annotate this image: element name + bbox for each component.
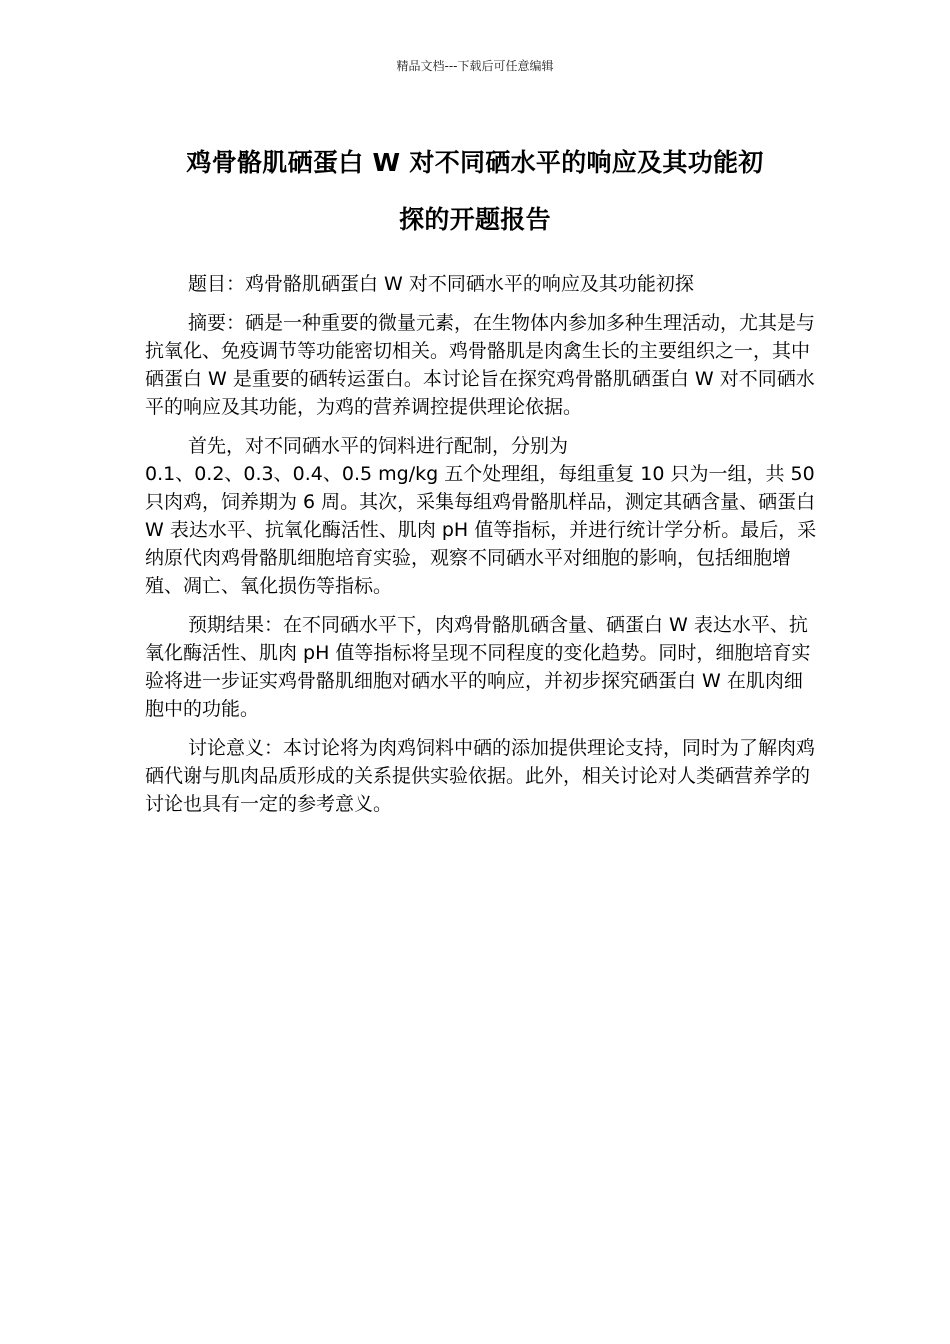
title-line-1: 鸡骨骼肌硒蛋白 W 对不同硒水平的响应及其功能初 [186, 148, 764, 177]
paragraph-methods-body: 0.1、0.2、0.3、0.4、0.5 mg/kg 五个处理组，每组重复 10 只为一组，共 50 只肉鸡，饲养期为 6 周。其次，采集每组鸡骨骼肌样品，测定其硒含量、硒蛋白 W 表达水平、抗氧化酶活性、肌肉 pH 值等指标，并进行统计学分析。最后，采纳原代肉鸡骨骼肌细胞培育实验，观察不同硒水平对细胞的影响，包括细胞增殖、凋亡、氧化损伤等指标。 [145, 463, 817, 597]
paragraph-methods-first-line: 首先，对不同硒水平的饲料进行配制，分别为 [188, 435, 569, 457]
paragraph-methods [145, 432, 820, 600]
document-title [140, 134, 810, 248]
paragraph-significance: 讨论意义：本讨论将为肉鸡饲料中硒的添加提供理论支持，同时为了解肉鸡硒代谢与肌肉品质形成的关系提供实验依据。此外，相关讨论对人类硒营养学的讨论也具有一定的参考意义。 [145, 737, 816, 815]
paragraph-expected-results: 预期结果：在不同硒水平下，肉鸡骨骼肌硒含量、硒蛋白 W 表达水平、抗氧化酶活性、肌肉 pH 值等指标将呈现不同程度的变化趋势。同时，细胞培育实验将进一步证实鸡骨骼肌细胞对硒水平的响应，并初步探究硒蛋白 W 在肌肉细胞中的功能。 [145, 614, 811, 720]
title-line-2: 探的开题报告 [399, 205, 551, 234]
paragraph-abstract: 摘要：硒是一种重要的微量元素，在生物体内参加多种生理活动，尤其是与抗氧化、免疫调节等功能密切相关。鸡骨骼肌是肉禽生长的主要组织之一，其中硒蛋白 W 是重要的硒转运蛋白。本讨论旨在探究鸡骨骼肌硒蛋白 W 对不同硒水平的响应及其功能，为鸡的营养调控提供理论依据。 [145, 312, 816, 418]
page-header: 精品文档---下载后可任意编辑 [396, 59, 554, 73]
paragraph-topic: 题目：鸡骨骼肌硒蛋白 W 对不同硒水平的响应及其功能初探 [188, 273, 694, 295]
document-body [145, 270, 820, 829]
